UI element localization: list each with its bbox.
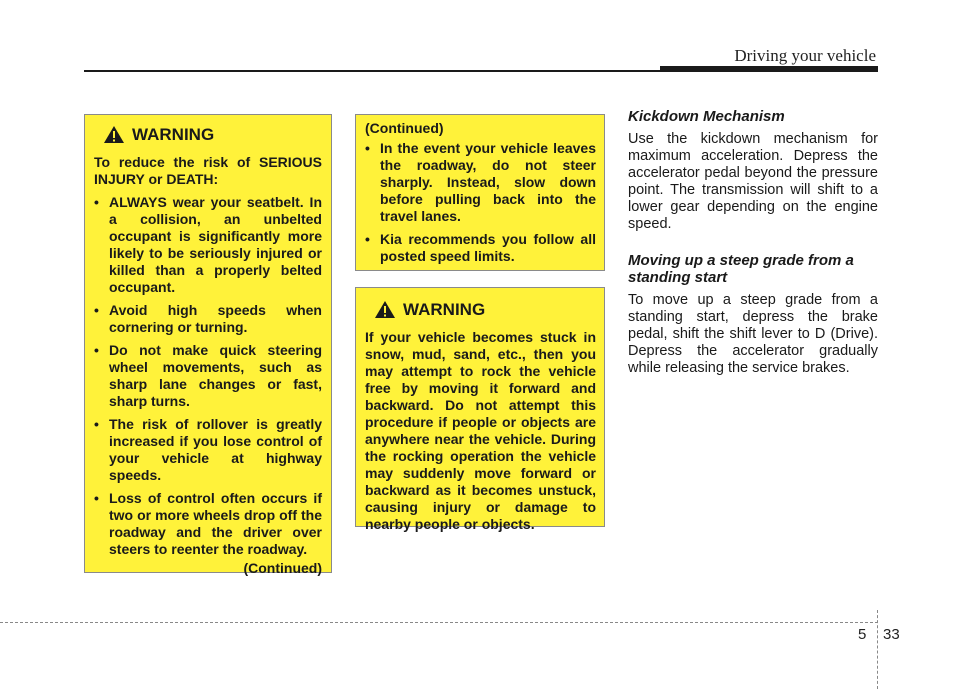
- section-paragraph: To move up a steep grade from a standing start, depress the brake pedal, shift the shift lever to D (Drive). Depress the accelerator gradually while releasing the service brakes.: [628, 292, 878, 376]
- warning-bullet: • Loss of control often occurs if two or more wheels drop off the roadway and the driver over steers to reenter the roadway.: [94, 490, 322, 558]
- footer-rule: [0, 622, 878, 623]
- warning-bullet-list: [94, 194, 322, 558]
- footer-divider: [877, 610, 878, 689]
- warning-triangle-icon: [374, 300, 396, 319]
- warning-heading: [374, 300, 596, 319]
- chapter-number: 5: [858, 626, 867, 643]
- warning-box-stuck-vehicle: [355, 287, 605, 532]
- warning-heading: [103, 125, 322, 144]
- section-paragraph: Use the kickdown mechanism for maximum acceleration. Depress the accelerator pedal beyond the pressure point. The transmission will shift to a lower gear depending on the engine speed.: [628, 131, 878, 232]
- header-rule-accent: [660, 66, 878, 72]
- continued-label: (Continued): [243, 560, 322, 576]
- warning-title: WARNING: [132, 125, 215, 144]
- section-heading: Moving up a steep grade from a standing start: [628, 252, 854, 286]
- warning-box-seatbelt: [84, 114, 332, 576]
- warning-bullet: • Kia recommends you follow all posted speed limits.: [365, 231, 596, 265]
- page-number: 33: [883, 626, 900, 643]
- section-heading: Kickdown Mechanism: [628, 108, 785, 125]
- warning-box-continued: [355, 114, 605, 271]
- warning-title: WARNING: [403, 300, 486, 319]
- warning-text: If your vehicle becomes stuck in snow, mud, sand, etc., then you may attempt to rock the vehicle free by moving it forward and backward. Do not attempt this procedure if people or objects are anywhere near the vehicle. During the rocking operation the vehicle may suddenly move forward or backward as it becomes unstuck, causing injury or damage to nearby people or objects.: [365, 329, 596, 532]
- warning-intro: To reduce the risk of SERIOUS INJURY or DEATH:: [94, 154, 322, 187]
- warning-bullet: • Do not make quick steering wheel movements, such as sharp lane changes or fast, sharp turns.: [94, 342, 322, 410]
- warning-bullet: • In the event your vehicle leaves the roadway, do not steer sharply. Instead, slow down before pulling back into the travel lanes.: [365, 140, 596, 225]
- warning-bullet: • ALWAYS wear your seatbelt. In a collision, an unbelted occupant is significantly more likely to be seriously injured or killed than a properly belted occupant.: [94, 194, 322, 296]
- continued-label: (Continued): [365, 120, 444, 136]
- page-header-title: Driving your vehicle: [734, 46, 876, 65]
- right-column: [628, 108, 878, 396]
- warning-triangle-icon: [103, 125, 125, 144]
- warning-bullet: • Avoid high speeds when cornering or turning.: [94, 302, 322, 336]
- warning-bullet: • The risk of rollover is greatly increased if you lose control of your vehicle at highway speeds.: [94, 416, 322, 484]
- continued-bullet-list: [365, 140, 596, 265]
